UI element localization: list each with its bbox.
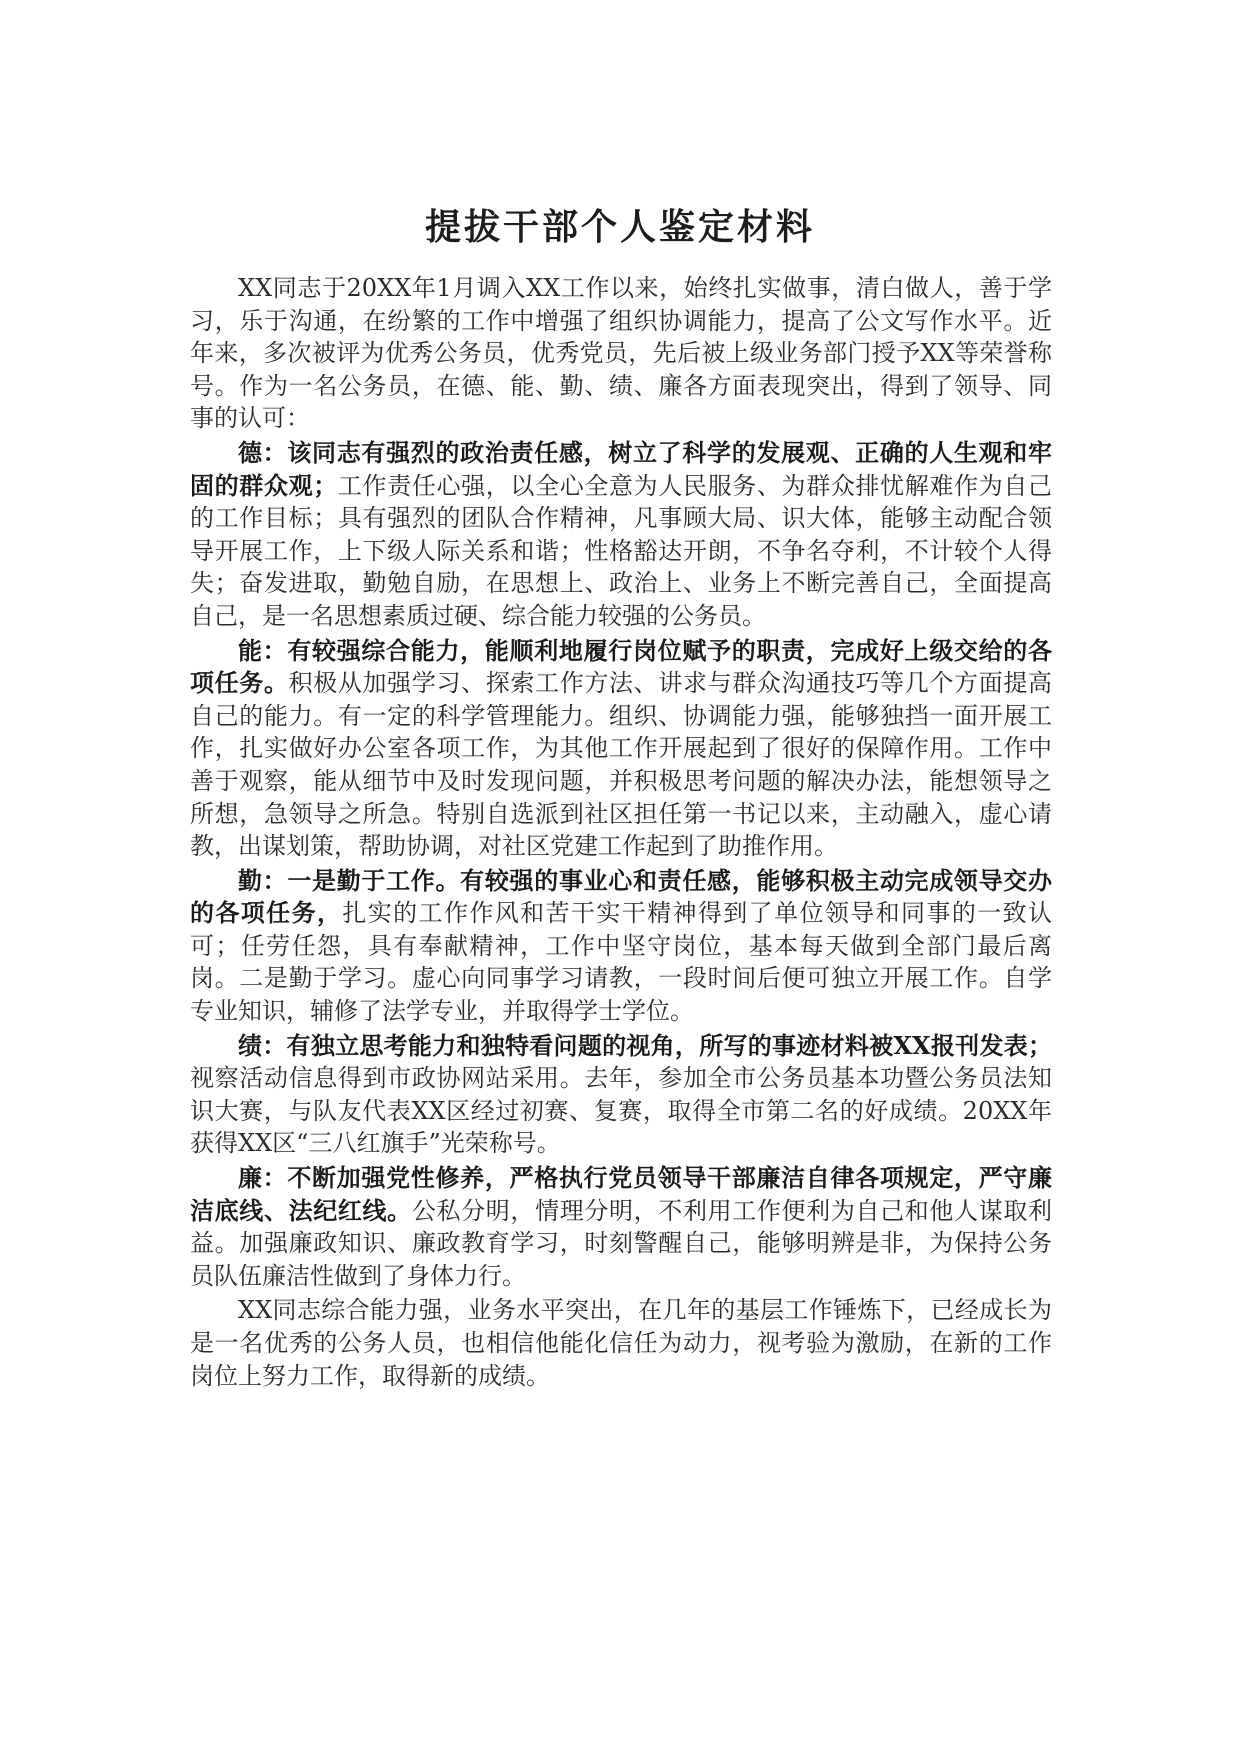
document-body: [190, 272, 1052, 1394]
paragraph-text: XX同志综合能力强，业务水平突出，在几年的基层工作锤炼下，已经成长为是一名优秀的公务人员，也相信他能化信任为动力，视考验为激励，在新的工作岗位上努力工作，取得新的成绩。: [190, 1296, 1052, 1390]
paragraph-de: [190, 437, 1052, 633]
paragraph-lead: 绩：有独立思考能力和独特看问题的视角，所写的事迹材料被XX报刊发表；: [238, 1030, 1052, 1060]
paragraph-lead: 能：有较强综合能力，能顺利地履行岗位赋予的职责，完成好上级交给的各项任务。: [190, 635, 1052, 698]
paragraph-conclusion: [190, 1294, 1052, 1392]
paragraph-neng: [190, 635, 1052, 863]
paragraph-text: 工作责任心强，以全心全意为人民服务、为群众排忧解难作为自己的工作目标；具有强烈的团队合作精神，凡事顾大局、识大体，能够主动配合领导开展工作，上下级人际关系和谐；性格豁达开朗，不争名夺利，不计较个人得失；奋发进取，勤勉自励，在思想上、政治上、业务上不断完善自己，全面提高自己，是一名思想素质过硬、综合能力较强的公务员。: [190, 471, 1053, 630]
paragraph-ji: [190, 1030, 1052, 1160]
paragraph-lead: 德：该同志有强烈的政治责任感，树立了科学的发展观、正确的人生观和牢固的群众观；: [190, 437, 1052, 500]
paragraph-lian: [190, 1162, 1052, 1292]
paragraph-text: 扎实的工作作风和苦干实干精神得到了单位领导和同事的一致认可；任劳任怨，具有奉献精神，工作中坚守岗位，基本每天做到全部门最后离岗。二是勤于学习。虚心向同事学习请教，一段时间后便可独立开展工作。自学专业知识，辅修了法学专业，并取得学士学位。: [190, 899, 1053, 1026]
paragraph-text: 积极从加强学习、探索工作方法、讲求与群众沟通技巧等几个方面提高自己的能力。有一定的科学管理能力。组织、协调能力强，能够独挡一面开展工作，扎实做好办公室各项工作，为其他工作开展起到了很好的保障作用。工作中善于观察，能从细节中及时发现问题，并积极思考问题的解决办法，能想领导之所想，急领导之所急。特别自选派到社区担任第一书记以来，主动融入，虚心请教，出谋划策，帮助协调，对社区党建工作起到了助推作用。: [190, 669, 1053, 861]
paragraph-intro: [190, 272, 1052, 435]
paragraph-text: 公私分明，情理分明，不利用工作便利为自己和他人谋取利益。加强廉政知识、廉政教育学习，时刻警醒自己，能够明辨是非，为保持公务员队伍廉洁性做到了身体力行。: [190, 1196, 1053, 1290]
paragraph-lead: 廉：不断加强党性修养，严格执行党员领导干部廉洁自律各项规定，严守廉洁底线、法纪红线。: [190, 1163, 1052, 1225]
paragraph-text: 视察活动信息得到市政协网站采用。去年，参加全市公务员基本功暨公务员法知识大赛，与队友代表XX区经过初赛、复赛，取得全市第二名的好成绩。20XX年获得XX区“三八红旗手”光荣称号。: [190, 1064, 1052, 1158]
paragraph-lead: 勤：一是勤于工作。有较强的事业心和责任感，能够积极主动完成领导交办的各项任务，: [190, 865, 1052, 928]
document-title: 提拔干部个人鉴定材料: [424, 206, 815, 248]
paragraph-text: XX同志于20XX年1月调入XX工作以来，始终扎实做事，清白做人，善于学习，乐于沟通，在纷繁的工作中增强了组织协调能力，提高了公文写作水平。近年来，多次被评为优秀公务员，优秀党员，先后被上级业务部门授予XX等荣誉称号。作为一名公务员，在德、能、勤、绩、廉各方面表现突出，得到了领导、同事的认可：: [190, 274, 1052, 433]
paragraph-qin: [190, 865, 1052, 1028]
